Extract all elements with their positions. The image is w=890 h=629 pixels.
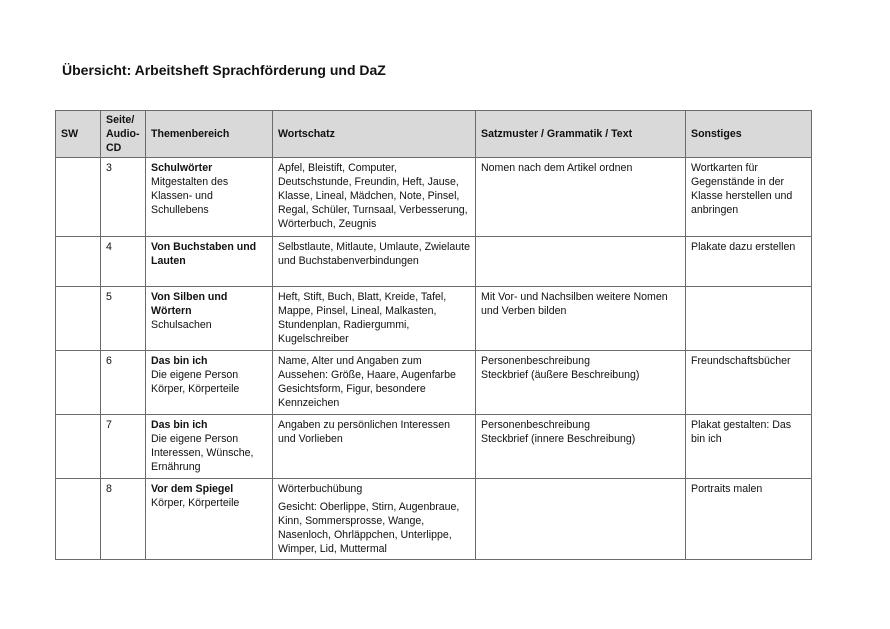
wortschatz-text: Gesicht: Oberlippe, Stirn, Augenbraue, Kinn, Sommersprosse, Wange, Nasenloch, Ohrläppchen, Unterlippe, Wimper, Lid, Muttermal	[278, 501, 460, 555]
cell-satzmuster	[476, 287, 686, 351]
table-row	[56, 287, 812, 351]
table-row	[56, 415, 812, 479]
satzmuster-line: Steckbrief (innere Beschreibung)	[481, 433, 636, 445]
cell-wortschatz: Angaben zu persönlichen Interessen und Vorlieben	[273, 415, 476, 479]
cell-thema	[146, 287, 273, 351]
cell-sonstiges	[686, 287, 812, 351]
header-seite-line: CD	[106, 142, 122, 154]
satzmuster-line: Mit Vor- und Nachsilben weitere Nomen und Verben bilden	[481, 291, 668, 317]
thema-title: Das bin ich	[151, 419, 208, 431]
cell-sonstiges: Plakat gestalten: Das bin ich	[686, 415, 812, 479]
satzmuster-line: Personenbeschreibung	[481, 419, 590, 431]
cell-thema	[146, 415, 273, 479]
cell-thema	[146, 158, 273, 237]
cell-wortschatz: Apfel, Bleistift, Computer, Deutschstunde, Freundin, Heft, Jause, Klasse, Lineal, Mädchen, Note, Pinsel, Regal, Schüler, Turnsaal, Verbesserung, Wörterbuch, Zeugnis	[273, 158, 476, 237]
page-title: Übersicht: Arbeitsheft Sprachförderung und DaZ	[62, 62, 386, 78]
cell-thema	[146, 237, 273, 287]
header-sonstiges: Sonstiges	[686, 111, 812, 158]
cell-seite: 7	[101, 415, 146, 479]
cell-sonstiges: Portraits malen	[686, 479, 812, 560]
table-row	[56, 237, 812, 287]
thema-subtitle: Körper, Körperteile	[151, 497, 240, 509]
cell-sw	[56, 479, 101, 560]
header-seite-line: Audio-	[106, 128, 140, 140]
cell-sw	[56, 351, 101, 415]
header-wortschatz: Wortschatz	[273, 111, 476, 158]
cell-satzmuster	[476, 351, 686, 415]
table-header-row	[56, 111, 812, 158]
wortschatz-heading: Wörterbuchübung	[278, 483, 363, 495]
cell-sw	[56, 415, 101, 479]
thema-title: Von Buchstaben und Lauten	[151, 241, 257, 267]
header-themenbereich: Themenbereich	[146, 111, 273, 158]
thema-title: Von Silben und Wörtern	[151, 291, 228, 317]
cell-seite: 3	[101, 158, 146, 237]
cell-seite: 5	[101, 287, 146, 351]
cell-thema	[146, 479, 273, 560]
cell-sw	[56, 237, 101, 287]
cell-satzmuster	[476, 237, 686, 287]
thema-subtitle: Die eigene Person Körper, Körperteile	[151, 369, 240, 395]
cell-thema	[146, 351, 273, 415]
overview-table	[55, 110, 812, 560]
header-satzmuster: Satzmuster / Grammatik / Text	[476, 111, 686, 158]
cell-sw	[56, 158, 101, 237]
thema-subtitle: Schulsachen	[151, 319, 212, 331]
satzmuster-line: Steckbrief (äußere Beschreibung)	[481, 369, 640, 381]
cell-wortschatz: Selbstlaute, Mitlaute, Umlaute, Zwielaute und Buchstabenverbindungen	[273, 237, 476, 287]
thema-title: Das bin ich	[151, 355, 208, 367]
cell-satzmuster	[476, 415, 686, 479]
table-row	[56, 158, 812, 237]
cell-wortschatz	[273, 479, 476, 560]
satzmuster-line: Personenbeschreibung	[481, 355, 590, 367]
cell-sonstiges: Wortkarten für Gegenstände in der Klasse herstellen und anbringen	[686, 158, 812, 237]
cell-seite: 8	[101, 479, 146, 560]
thema-title: Vor dem Spiegel	[151, 483, 234, 495]
cell-seite: 6	[101, 351, 146, 415]
satzmuster-line: Nomen nach dem Artikel ordnen	[481, 162, 633, 174]
thema-title: Schulwörter	[151, 162, 213, 174]
cell-satzmuster	[476, 479, 686, 560]
cell-sw	[56, 287, 101, 351]
header-seite	[101, 111, 146, 158]
cell-sonstiges: Freundschaftsbücher	[686, 351, 812, 415]
cell-satzmuster	[476, 158, 686, 237]
cell-sonstiges: Plakate dazu erstellen	[686, 237, 812, 287]
cell-wortschatz: Heft, Stift, Buch, Blatt, Kreide, Tafel, Mappe, Pinsel, Lineal, Malkasten, Stundenplan, Radiergummi, Kugelschreiber	[273, 287, 476, 351]
header-seite-line: Seite/	[106, 114, 135, 126]
table-row	[56, 479, 812, 560]
thema-subtitle: Mitgestalten des Klassen- und Schullebens	[151, 176, 229, 216]
cell-wortschatz: Name, Alter und Angaben zum Aussehen: Größe, Haare, Augenfarbe Gesichtsform, Figur, besondere Kennzeichen	[273, 351, 476, 415]
thema-subtitle: Die eigene Person Interessen, Wünsche, Ernährung	[151, 433, 254, 473]
cell-seite: 4	[101, 237, 146, 287]
table-row	[56, 351, 812, 415]
header-sw: SW	[56, 111, 101, 158]
